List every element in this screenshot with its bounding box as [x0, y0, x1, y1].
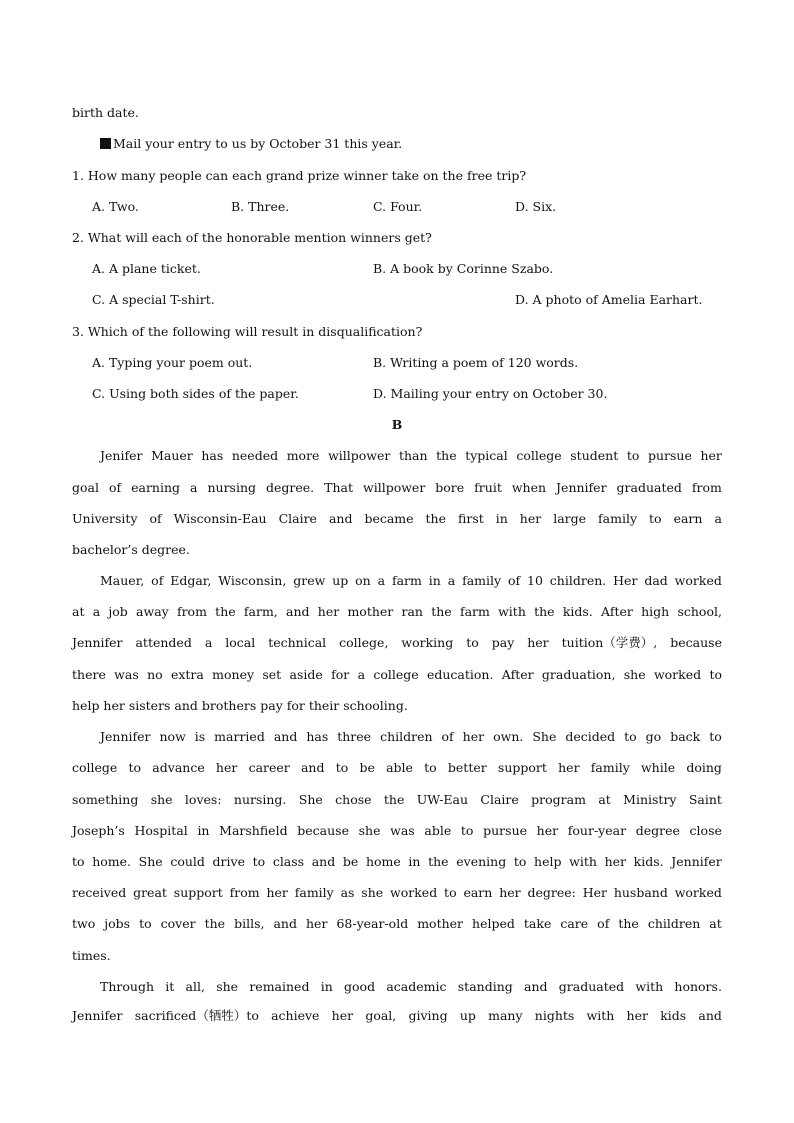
question-2-stem: 2. What will each of the honorable mention winners get? — [72, 230, 432, 245]
passage-line: something she loves: nursing. She chose the UW-Eau Claire program at Ministry Saint — [72, 792, 722, 807]
question-2-option-d[interactable]: D. A photo of Amelia Earhart. — [515, 292, 703, 307]
passage-line: there was no extra money set aside for a college education. After graduation, she worked to — [72, 667, 722, 682]
rule-mail-item — [100, 136, 402, 152]
question-3-option-c[interactable]: C. Using both sides of the paper. — [92, 386, 299, 401]
passage-line: Jennifer attended a local technical college, working to pay her tuition（学费）, because — [72, 635, 722, 650]
passage-line: times. — [72, 948, 111, 963]
passage-line: college to advance her career and to be able to better support her family while doing — [72, 760, 722, 775]
question-2-option-c[interactable]: C. A special T-shirt. — [92, 292, 215, 307]
passage-line: bachelor’s degree. — [72, 542, 190, 557]
intro-tail-text: birth date. — [72, 105, 139, 120]
passage-line: Through it all, she remained in good academic standing and graduated with honors. — [100, 979, 722, 994]
passage-line: Jenifer Mauer has needed more willpower than the typical college student to pursue her — [100, 448, 722, 463]
square-bullet-icon — [100, 138, 111, 149]
section-label: B — [391, 417, 403, 432]
passage-line: goal of earning a nursing degree. That willpower bore fruit when Jennifer graduated from — [72, 480, 722, 495]
passage-line: Jennifer sacrificed（牺牲）to achieve her goal, giving up many nights with her kids and — [72, 1008, 722, 1023]
question-1-stem: 1. How many people can each grand prize winner take on the free trip? — [72, 168, 527, 183]
question-3-option-b[interactable]: B. Writing a poem of 120 words. — [373, 355, 579, 370]
question-1-option-d[interactable]: D. Six. — [515, 199, 557, 214]
passage-line: to home. She could drive to class and be home in the evening to help with her kids. Jennifer — [72, 854, 722, 869]
passage-line: Jennifer now is married and has three children of her own. She decided to go back to — [100, 729, 722, 744]
passage-line: Joseph’s Hospital in Marshfield because she was able to pursue her four-year degree close — [72, 823, 722, 838]
question-3-option-d[interactable]: D. Mailing your entry on October 30. — [373, 386, 608, 401]
question-1-option-b[interactable]: B. Three. — [231, 199, 290, 214]
passage-line: University of Wisconsin-Eau Claire and became the first in her large family to earn a — [72, 511, 722, 526]
passage-line: received great support from her family as she worked to earn her degree: Her husband worked — [72, 885, 722, 900]
passage-line: help her sisters and brothers pay for their schooling. — [72, 698, 408, 713]
passage-line: at a job away from the farm, and her mother ran the farm with the kids. After high school, — [72, 604, 722, 619]
question-3-stem: 3. Which of the following will result in disqualification? — [72, 324, 423, 339]
passage-line: two jobs to cover the bills, and her 68-year-old mother helped take care of the children at — [72, 916, 722, 931]
rule-mail-text: Mail your entry to us by October 31 this year. — [113, 136, 403, 151]
question-2-option-b[interactable]: B. A book by Corinne Szabo. — [373, 261, 554, 276]
question-1-option-a[interactable]: A. Two. — [92, 199, 139, 214]
question-3-option-a[interactable]: A. Typing your poem out. — [92, 355, 253, 370]
passage-line: Mauer, of Edgar, Wisconsin, grew up on a farm in a family of 10 children. Her dad worked — [100, 573, 722, 588]
question-1-option-c[interactable]: C. Four. — [373, 199, 423, 214]
question-2-option-a[interactable]: A. A plane ticket. — [92, 261, 201, 276]
